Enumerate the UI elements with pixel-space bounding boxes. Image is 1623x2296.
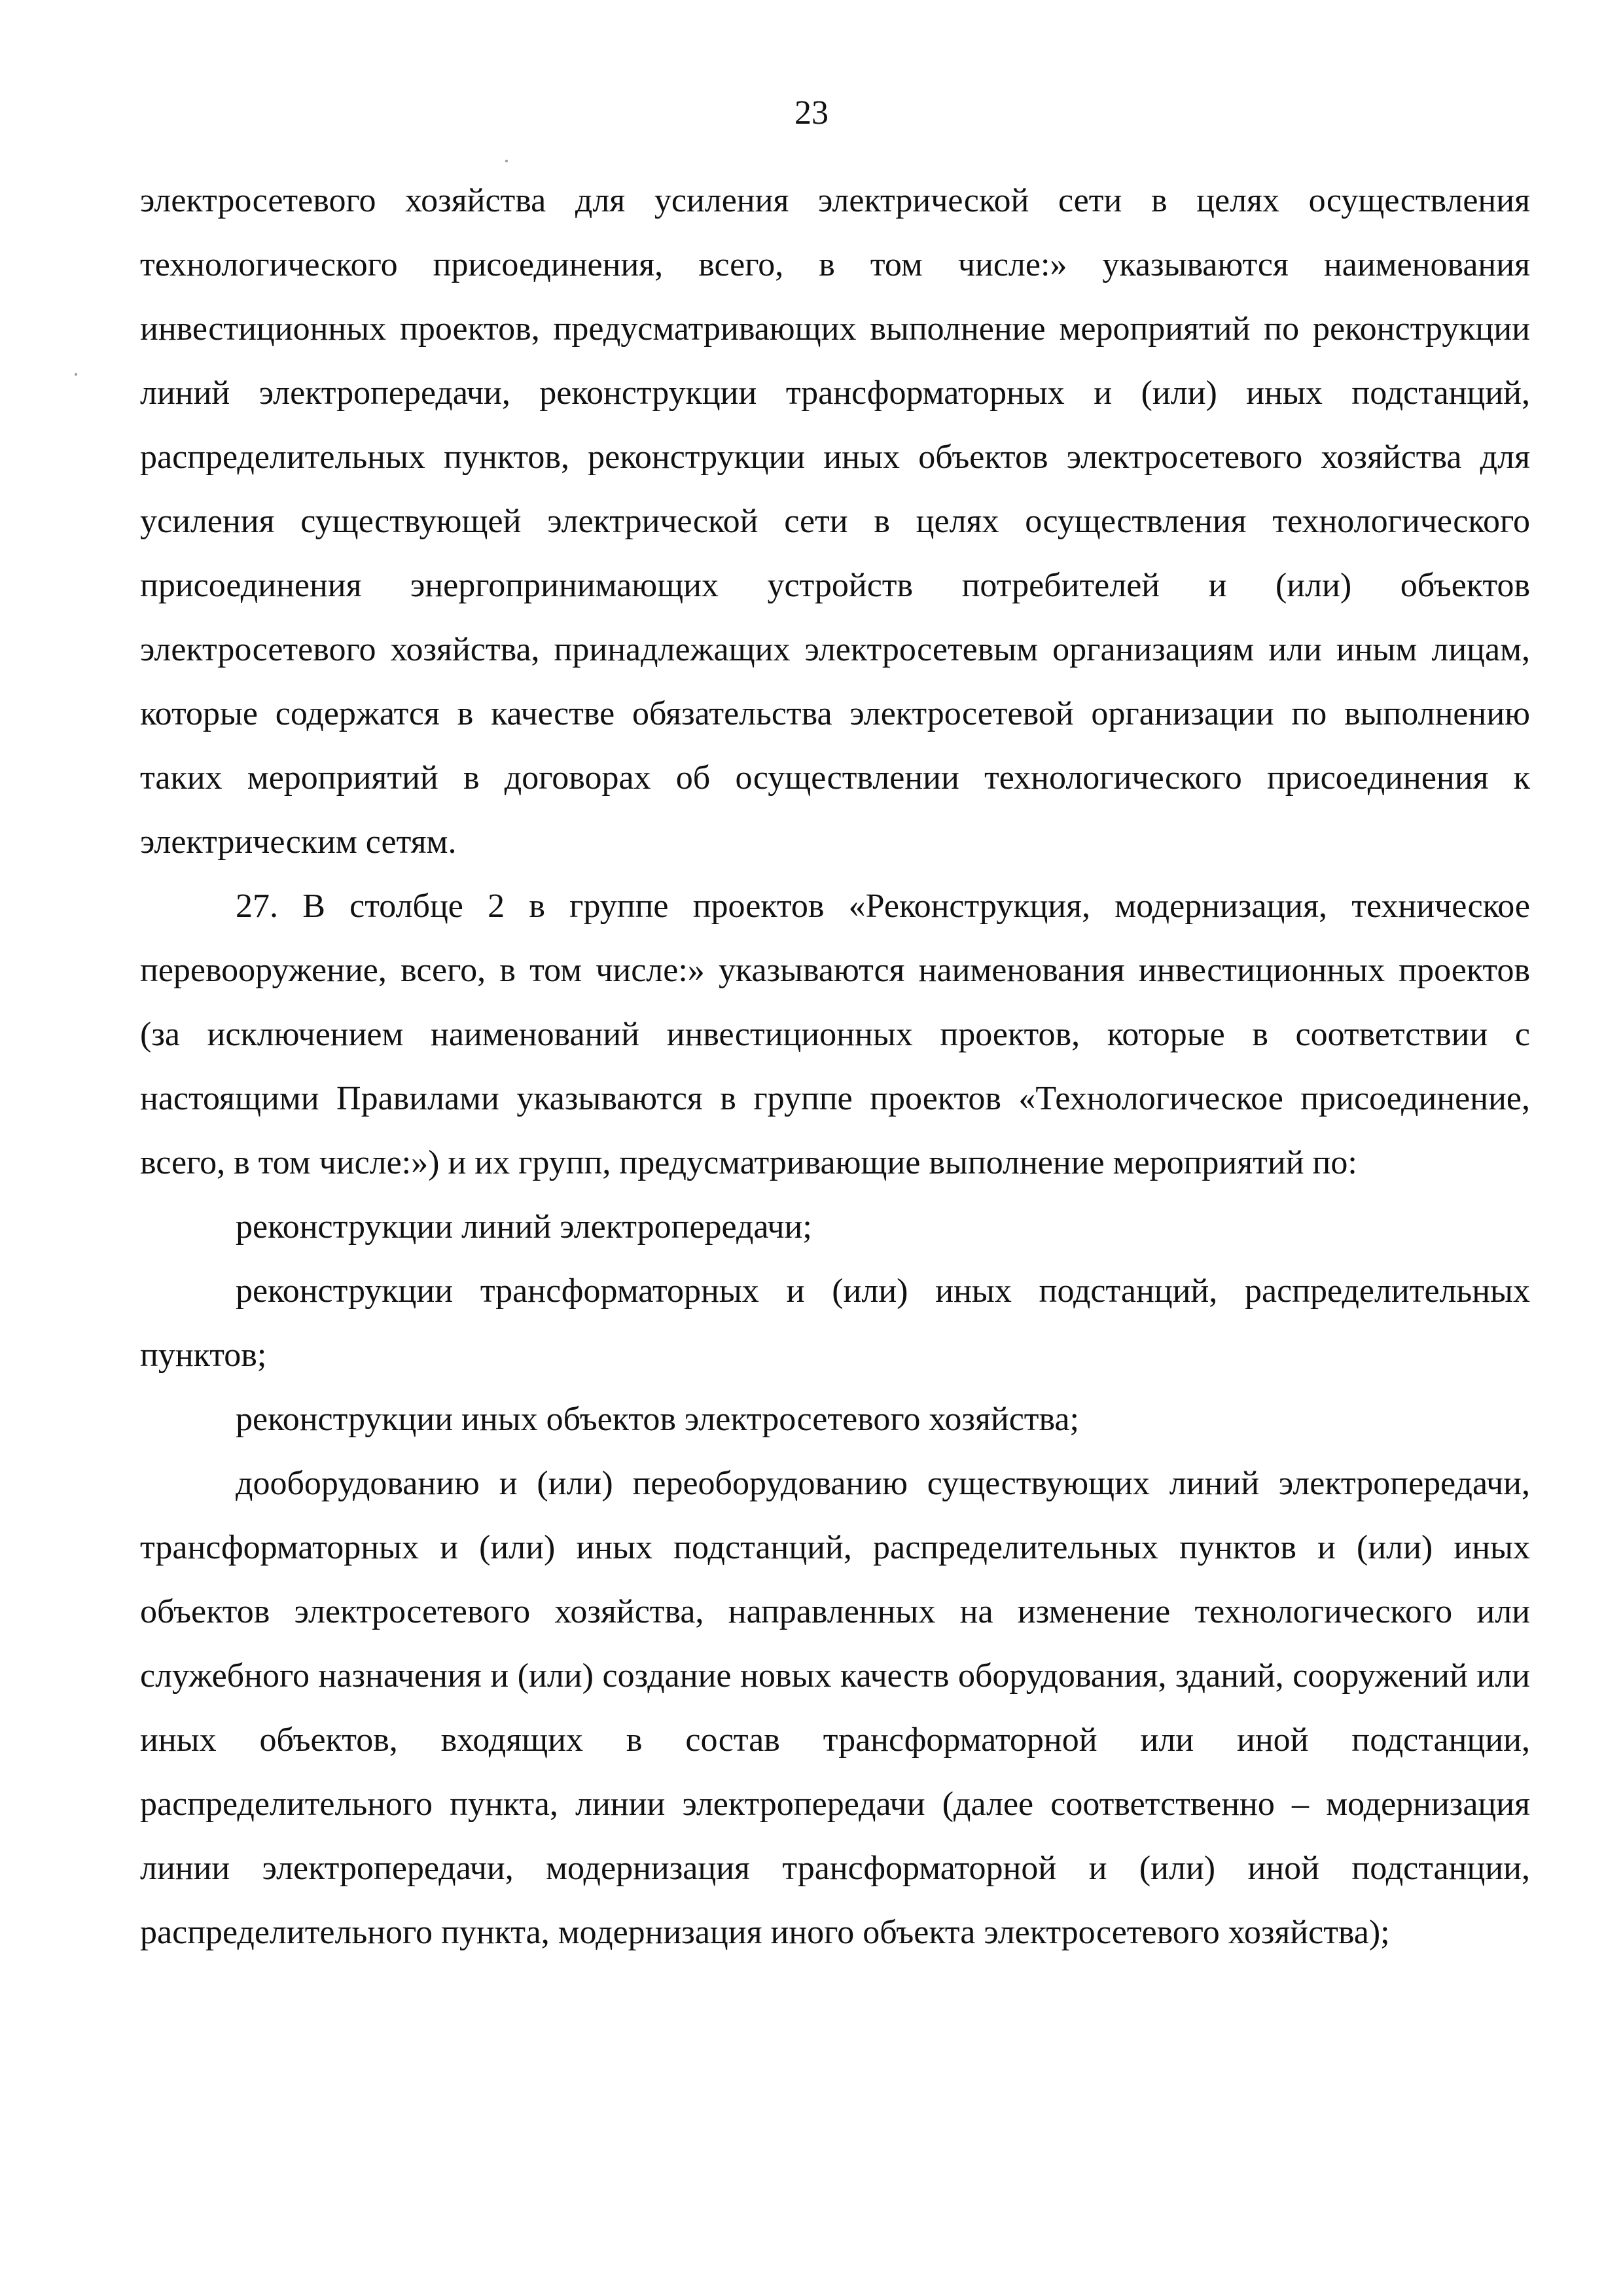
body-text <box>140 169 1530 1965</box>
paragraph-continuation: электросетевого хозяйства для усиления электрической сети в целях осуществления технологического присоединения, всего, в том числе:» указываются наименования инвестиционных проектов, предусматривающих выполнение мероприятий по реконструкции линий электропередачи, реконструкции трансформаторных и (или) иных подстанций, распределительных пунктов, реконструкции иных объектов электросетевого хозяйства для усиления существующей электрической сети в целях осуществления технологического присоединения энергопринимающих устройств потребителей и (или) объектов электросетевого хозяйства, принадлежащих электросетевым организациям или иным лицам, которые содержатся в качестве обязательства электросетевой организации по выполнению таких мероприятий в договорах об осуществлении технологического присоединения к электрическим сетям. <box>140 182 1530 861</box>
paragraph-list-item: реконструкции иных объектов электросетевого хозяйства; <box>236 1401 1079 1438</box>
scan-speck <box>505 160 508 162</box>
paragraph-list-item: реконструкции линий электропередачи; <box>236 1208 812 1246</box>
paragraph-list-item: дооборудованию и (или) переоборудованию существующих линий электропередачи, трансформаторных и (или) иных подстанций, распределительных пунктов и (или) иных объектов электросетевого хозяйства, направленных на изменение технологического или служебного назначения и (или) создание новых качеств оборудования, зданий, сооружений или иных объектов, входящих в состав трансформаторной или иной подстанции, распределительного пункта, линии электропередачи (далее соответственно – модернизация линии электропередачи, модернизация трансформаторной и (или) иной подстанции, распределительного пункта, модернизация иного объекта электросетевого хозяйства); <box>140 1465 1530 1951</box>
paragraph-list-item: реконструкции трансформаторных и (или) иных подстанций, распределительных пунктов; <box>140 1272 1530 1374</box>
page-number: 23 <box>794 94 829 132</box>
scan-speck <box>75 373 77 376</box>
paragraph-item-27: 27. В столбце 2 в группе проектов «Реконструкция, модернизация, техническое перевооружение, всего, в том числе:» указываются наименования инвестиционных проектов (за исключением наименований инвестиционных проектов, которые в соответствии с настоящими Правилами указываются в группе проектов «Технологическое присоединение, всего, в том числе:») и их групп, предусматривающие выполнение мероприятий по: <box>140 888 1530 1181</box>
